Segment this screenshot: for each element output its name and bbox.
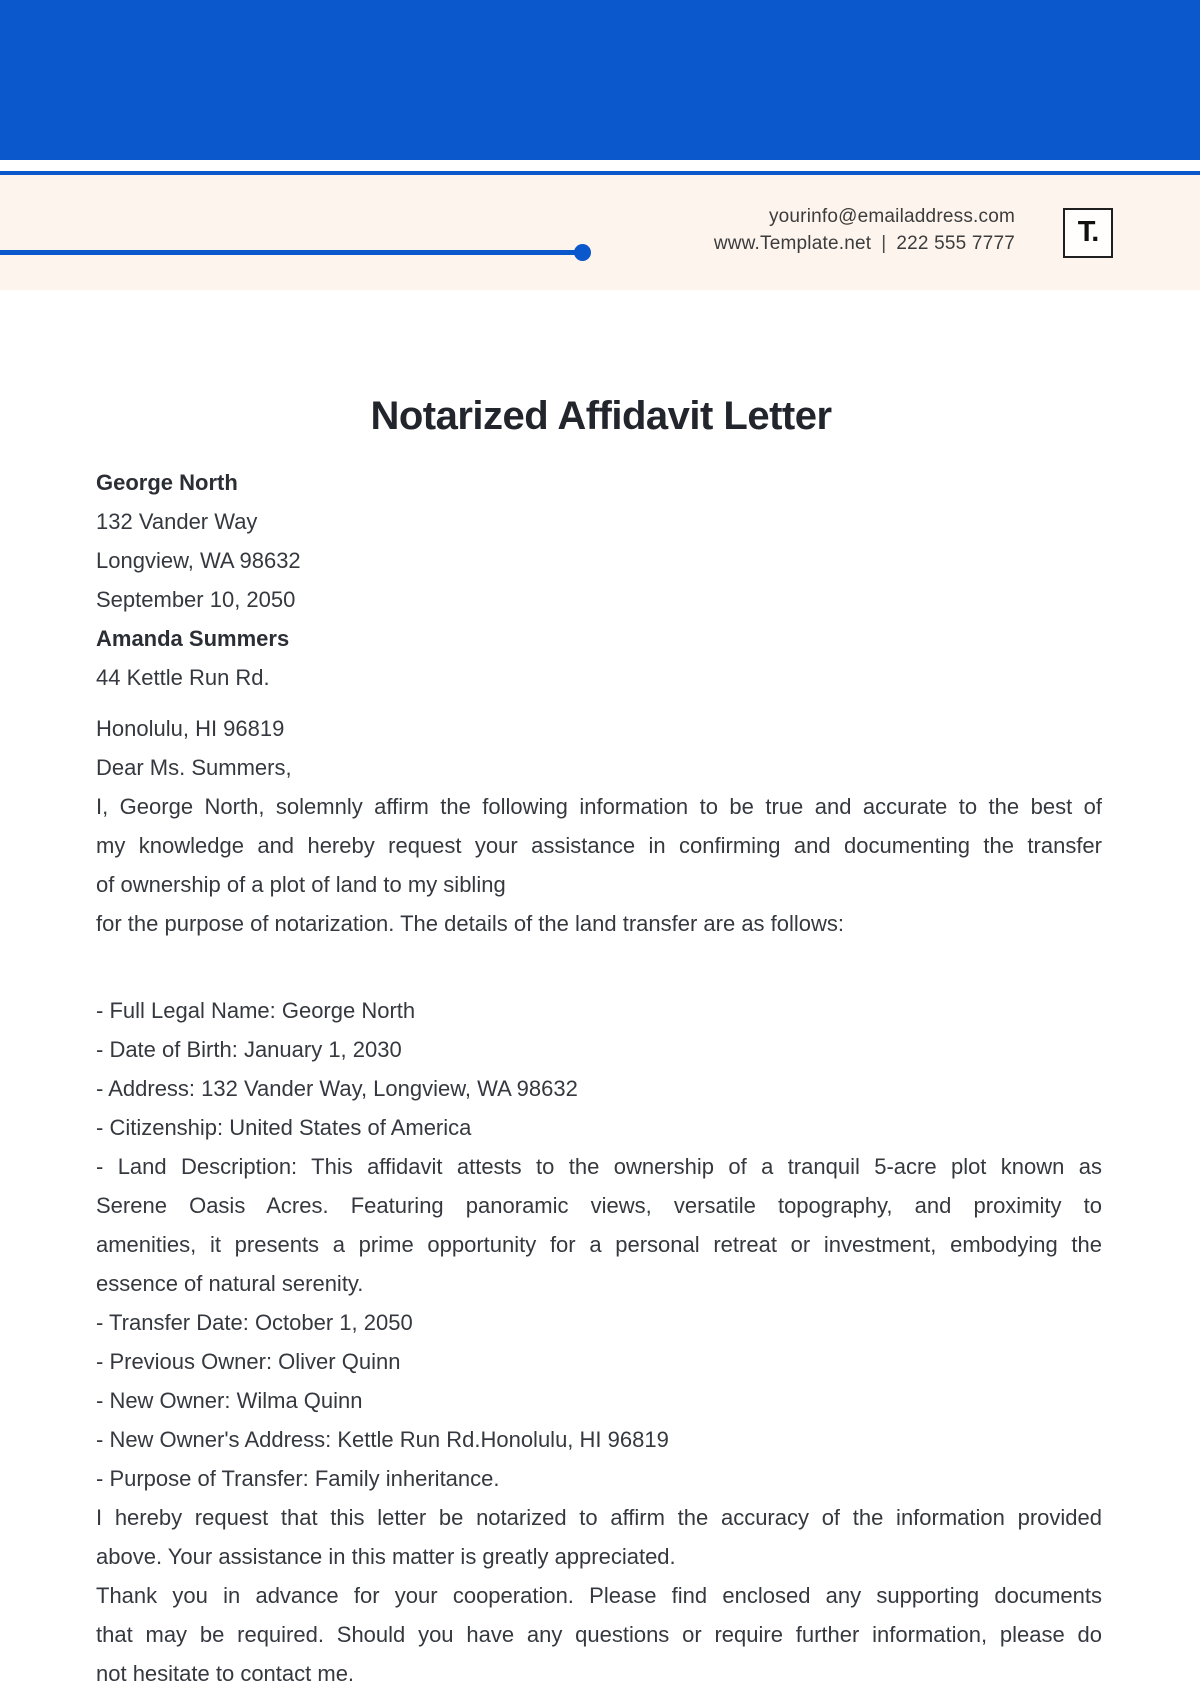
letter-line: Amanda Summers [96,626,290,651]
contact-separator: | [881,233,887,254]
letter-line: 44 Kettle Run Rd. [96,665,270,690]
logo-letter: T. [1077,215,1099,248]
letterhead [0,0,1200,290]
contact-line2 [714,230,1015,257]
letter-line: George North [96,470,238,495]
letter-line: - Transfer Date: October 1, 2050 [96,1310,413,1335]
contact-block [714,203,1015,257]
letter-line: - Land Description: This affidavit attests to the ownership of a tranquil 5-acre plot known as [96,1154,1102,1179]
accent-dot [574,244,591,261]
letter-line: Thank you in advance for your cooperation. Please find enclosed any supporting documents [96,1583,1102,1608]
contact-website: www.Template.net [713,233,872,254]
letter-line: essence of natural serenity. [96,1271,364,1296]
letter-line: above. Your assistance in this matter is greatly appreciated. [96,1544,676,1569]
letter-line: - New Owner: Wilma Quinn [96,1388,363,1413]
letter-line: amenities, it presents a prime opportunity for a personal retreat or investment, embodying the [96,1232,1102,1257]
letter-line: - Address: 132 Vander Way, Longview, WA 98632 [96,1076,578,1101]
accent-line [0,250,577,255]
header-blue-band [0,0,1200,160]
letter-line: - New Owner's Address: Kettle Run Rd.Honolulu, HI 96819 [96,1427,669,1452]
letter-line: - Previous Owner: Oliver Quinn [96,1349,401,1374]
letter-line: - Date of Birth: January 1, 2030 [96,1037,402,1062]
header-cream-band [0,175,1200,290]
letter-content [0,391,1200,1693]
contact-phone: 222 555 7777 [896,233,1015,254]
contact-email: yourinfo@emailaddress.com [768,206,1015,227]
letter-line: I hereby request that this letter be notarized to affirm the accuracy of the information provided [96,1505,1102,1530]
letter-line: of ownership of a plot of land to my sibling [96,872,506,897]
letter-line: for the purpose of notarization. The details of the land transfer are as follows: [96,911,845,936]
letter-line: 132 Vander Way [96,509,258,534]
letter-line: - Full Legal Name: George North [96,998,416,1023]
letter-line: Longview, WA 98632 [96,548,301,573]
letter-line: that may be required. Should you have any questions or require further information, please do [96,1622,1102,1647]
letter-line: my knowledge and hereby request your assistance in confirming and documenting the transfer [96,833,1102,858]
letter-body [96,463,1102,1693]
letter-line: Honolulu, HI 96819 [96,716,285,741]
page-title: Notarized Affidavit Letter [370,394,832,438]
letter-line: - Citizenship: United States of America [96,1115,472,1140]
letter-line: I, George North, solemnly affirm the following information to be true and accurate to the best of [96,794,1102,819]
letter-line: Dear Ms. Summers, [96,755,292,780]
letter-line: - Purpose of Transfer: Family inheritance. [96,1466,500,1491]
letter-line: not hesitate to contact me. [96,1661,355,1686]
letter-line: Serene Oasis Acres. Featuring panoramic views, versatile topography, and proximity to [96,1193,1102,1218]
letter-line: September 10, 2050 [96,587,296,612]
logo [1063,208,1113,258]
header-white-gap [0,160,1200,171]
